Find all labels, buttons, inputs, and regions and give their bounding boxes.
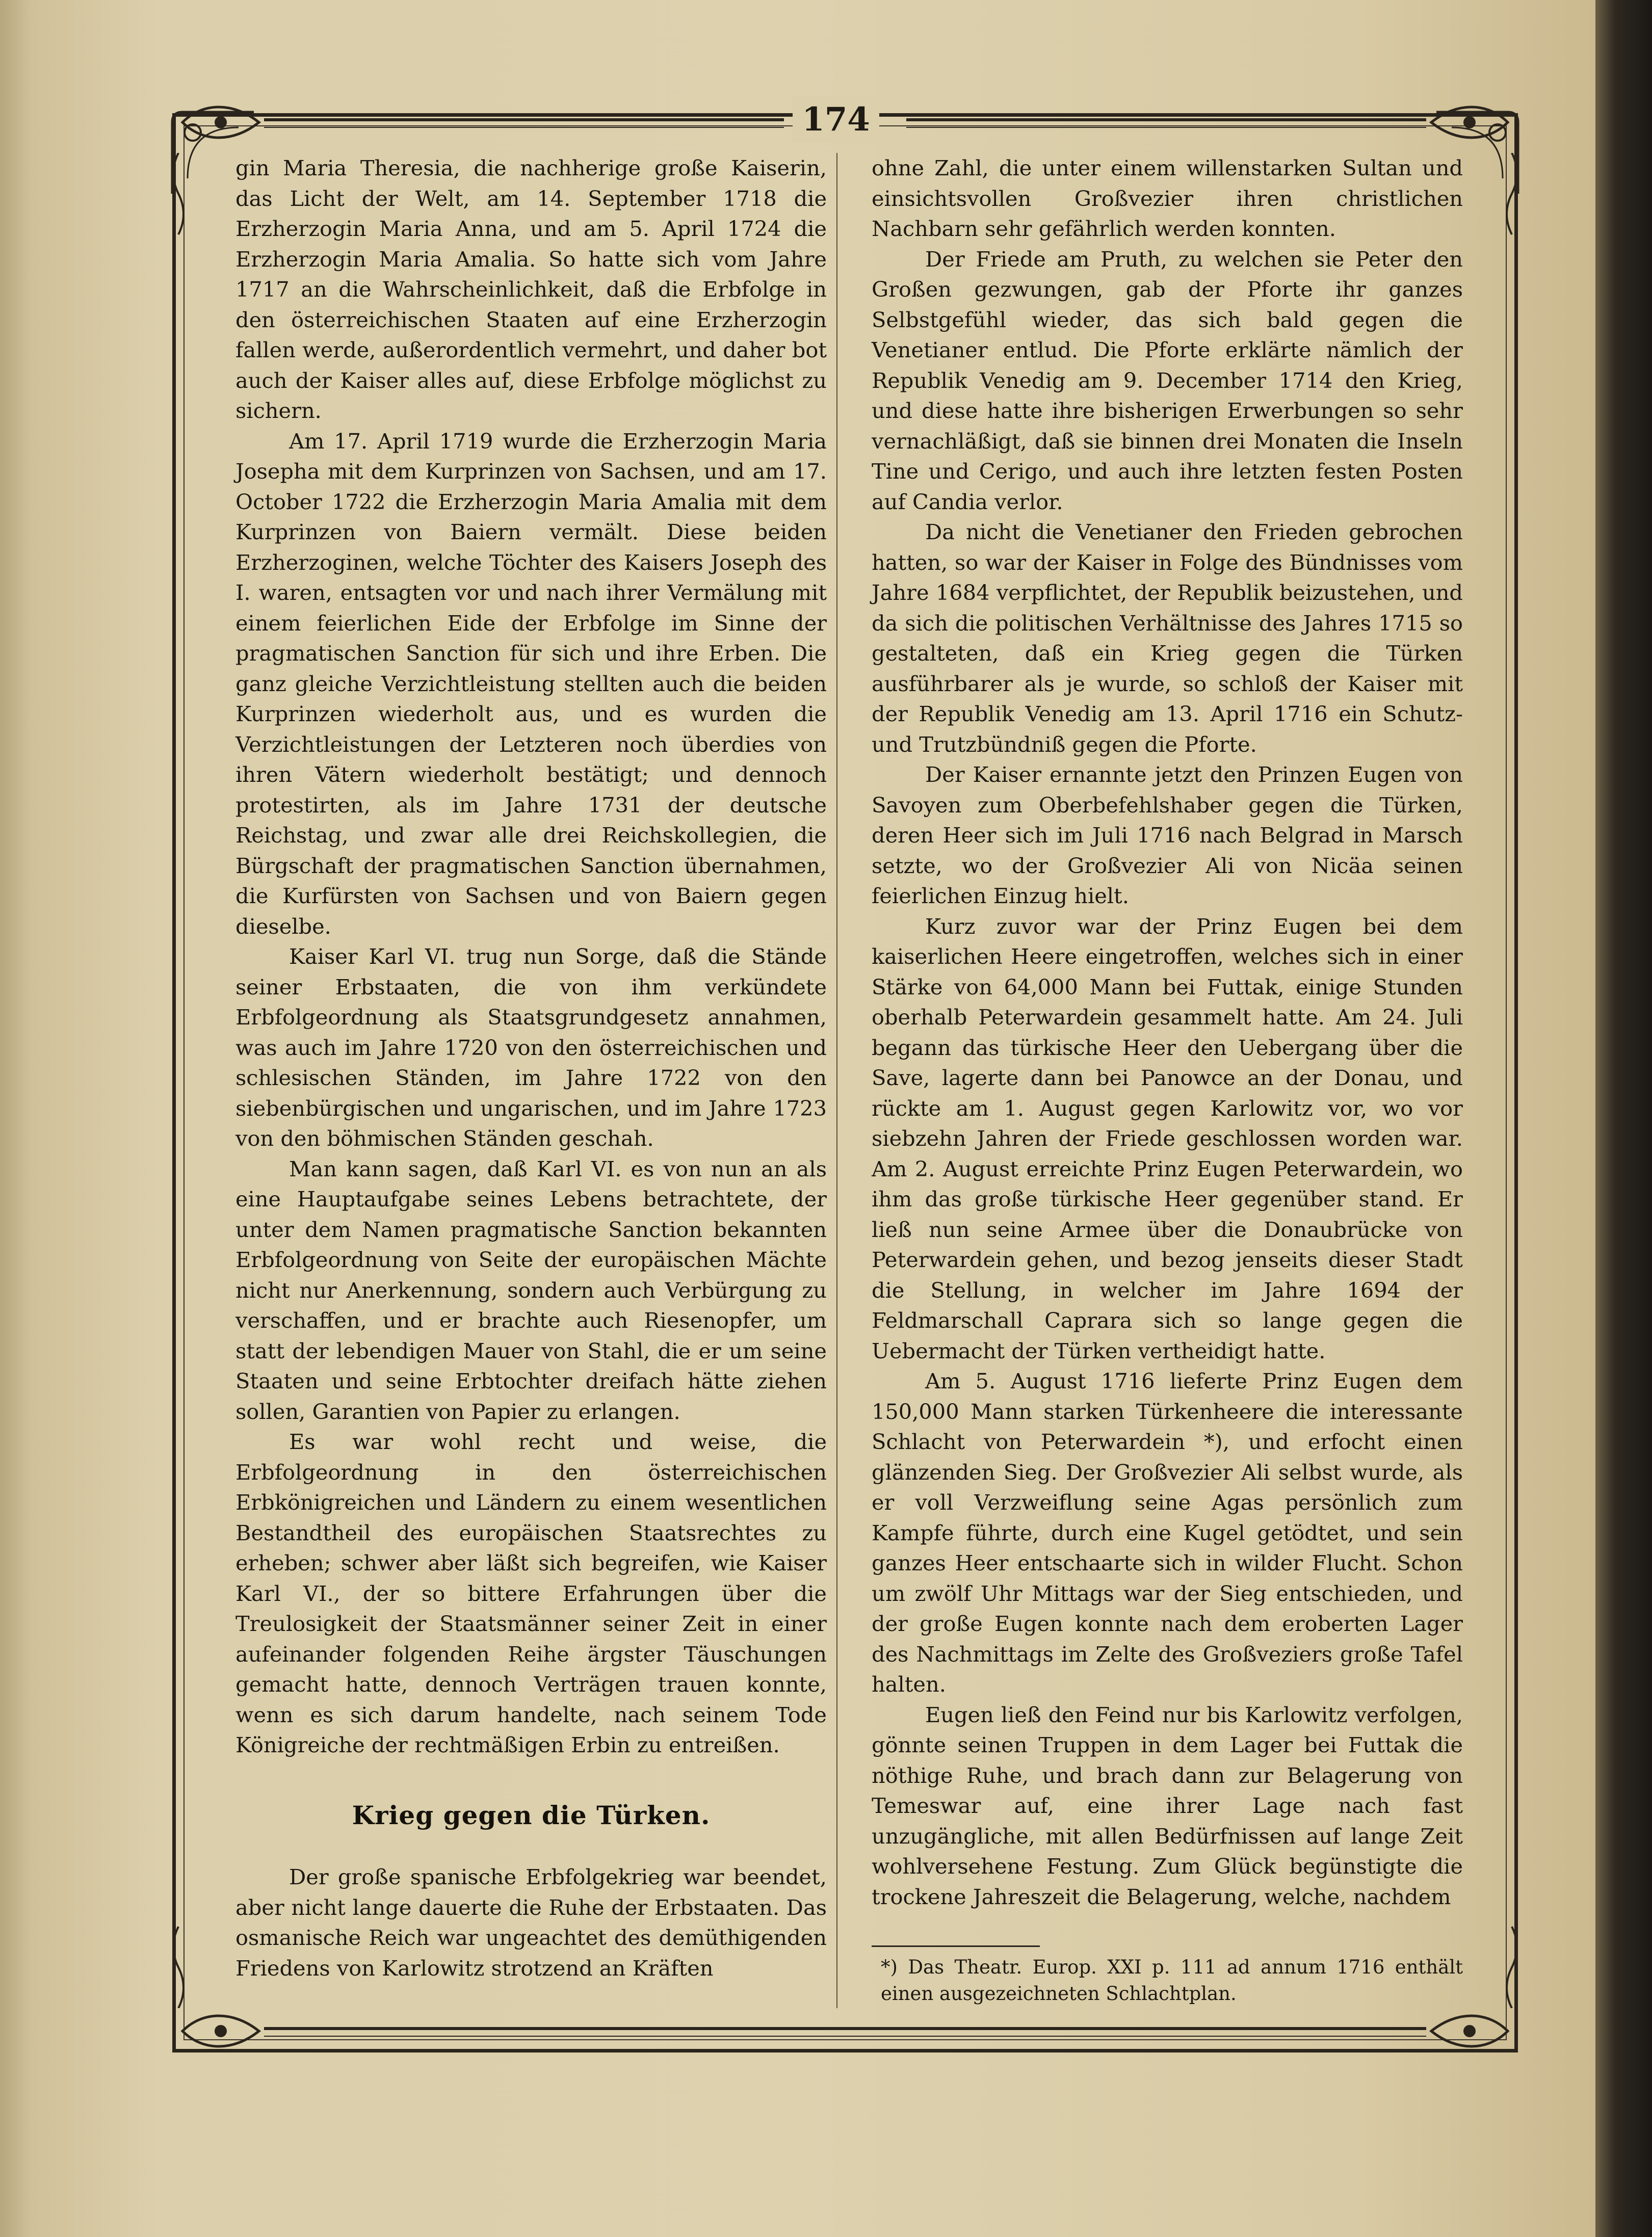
paragraph: gin Maria Theresia, die nachherige große Kaiserin, das Licht der Welt, am 14. September 1718 die Erzherzogin Maria Anna, und am 5. April 1724 die Erzherzogin Maria Amalia. So hatte sich vom Jahre 1717 an die Wahrscheinlichkeit, daß die Erbfolge in den österreichischen Staaten auf eine Erzherzogin fallen werde, außerordentlich vermehrt, und daher bot auch der Kaiser alles auf, diese Erbfolge möglichst zu sichern. [235,155,827,423]
paragraph: Eugen ließ den Feind nur bis Karlowitz verfolgen, gönnte seinen Truppen in dem Lager bei Futtak die nöthige Ruhe, und brach dann zur Belagerung von Temeswar auf, eine ihrer Lage nach fast unzugängliche, mit allen Bedürfnissen auf lange Zeit wohlversehene Festung. Zum Glück begünstigte die trockene Jahreszeit die Belagerung, welche, nachdem [872,1702,1463,1909]
column-divider [836,153,837,2008]
paragraph: Es war wohl recht und weise, die Erbfolgeordnung in den österreichischen Erbkönigreichen und Ländern zu einem wesentlichen Bestandtheil des europäischen Staatsrechtes zu erheben; schwer aber läßt sich begreifen, wie Kaiser Karl VI., der so bittere Erfahrungen über die Treulosigkeit der Staatsmänner seiner Zeit in einer aufeinander folgenden Reihe ärgster Täuschungen gemacht hatte, dennoch Verträgen trauen konnte, wenn es sich darum handelte, nach seinem Tode Königreiche der rechtmäßigen Erbin zu entreißen. [235,1429,827,1757]
paragraph: Der große spanische Erbfolgekrieg war beendet, aber nicht lange dauerte die Ruhe der Erbstaaten. Das osmanische Reich war ungeachtet des demüthigenden Friedens von Karlowitz strotzend an Kräften [235,1864,827,1981]
paragraph: ohne Zahl, die unter einem willenstarken Sultan und einsichtsvollen Großvezier ihren christlichen Nachbarn sehr gefährlich werden konnten. [872,155,1463,241]
left-side-ornament [168,153,189,2008]
right-column [872,153,1463,2007]
footnote-rule [872,1945,1040,1947]
paragraph: Da nicht die Venetianer den Frieden gebrochen hatten, so war der Kaiser in Folge des Bündnisses vom Jahre 1684 verpflichtet, der Republik beizustehen, und da sich die politischen Verhältnisse des Jahres 1715 so gestalteten, daß ein Krieg gegen die Türken ausführbarer als je wurde, so schloß der Kaiser mit der Republik Venedig am 13. April 1716 ein Schutz- und Trutzbündniß gegen die Pforte. [872,519,1463,757]
paragraph: Am 5. August 1716 lieferte Prinz Eugen dem 150,000 Mann starken Türkenheere die interessante Schlacht von Peterwardein *), und erfocht einen glänzenden Sieg. Der Großvezier Ali selbst wurde, als er voll Verzweiflung seine Agas persönlich zum Kampfe führte, durch eine Kugel getödtet, und sein ganzes Heer entschaarte sich in wilder Flucht. Schon um zwölf Uhr Mittags war der Sieg entschieden, und der große Eugen konnte nach dem eroberten Lager des Nachmittags im Zelte des Großveziers große Tafel halten. [872,1368,1463,1697]
section-heading: Krieg gegen die Türken. [352,1800,711,1830]
paragraph: Der Kaiser ernannte jetzt den Prinzen Eugen von Savoyen zum Oberbefehlshaber gegen die Türken, deren Heer sich im Juli 1716 nach Belgrad in Marsch setzte, wo der Großvezier Ali von Nicäa seinen feierlichen Einzug hielt. [872,762,1463,908]
footnote: *) Das Theatr. Europ. XXI p. 111 ad annum 1716 enthält einen ausgezeichneten Schlachtplan. [881,1956,1463,2005]
paragraph: Am 17. April 1719 wurde die Erzherzogin Maria Josepha mit dem Kurprinzen von Sachsen, und am 17. October 1722 die Erzherzogin Maria Amalia mit dem Kurprinzen von Baiern vermält. Diese beiden Erzherzoginen, welche Töchter des Kaisers Joseph des I. waren, entsagten vor und nach ihrer Vermälung mit einem feierlichen Eide der Erbfolge im Sinne der pragmatischen Sanction für sich und ihre Erben. Die ganz gleiche Verzichtleistung stellten auch die beiden Kurprinzen wiederholt aus, und es wurden die Verzichtleistungen der Letzteren noch überdies von ihren Vätern wiederholt bestätigt; und dennoch protestirten, als im Jahre 1731 der deutsche Reichstag, und zwar alle drei Reichskollegien, die Bürgschaft der pragmatischen Sanction übernahmen, die Kurfürsten von Sachsen und von Baiern gegen dieselbe. [235,428,827,939]
page-number: 174 [793,97,879,143]
paragraph: Der Friede am Pruth, zu welchen sie Peter den Großen gezwungen, gab der Pforte ihr ganzes Selbstgefühl wieder, das sich bald gegen die Venetianer entlud. Die Pforte erklärte nämlich der Republik Venedig am 9. December 1714 den Krieg, und diese hatte ihre bisherigen Erwerbungen so sehr vernachläßigt, daß sie binnen drei Monaten die Inseln Tine und Cerigo, und auch ihre letzten festen Posten auf Candia verlor. [872,246,1463,514]
book-gutter [1595,0,1652,2237]
right-side-ornament [1502,153,1522,2008]
paragraph: Kaiser Karl VI. trug nun Sorge, daß die Stände seiner Erbstaaten, die von ihm verkündete Erbfolgeordnung als Staatsgrundgesetz annahmen, was auch im Jahre 1720 von den österreichischen und schlesischen Ständen, im Jahre 1722 von den siebenbürgischen und ungarischen, und im Jahre 1723 von den böhmischen Ständen geschah. [235,944,827,1151]
paragraph: Kurz zuvor war der Prinz Eugen bei dem kaiserlichen Heere eingetroffen, welches sich in einer Stärke von 64,000 Mann bei Futtak, einige Stunden oberhalb Peterwardein gesammelt hatte. Am 24. Juli begann das türkische Heer den Uebergang über die Save, lagerte dann bei Panowce an der Donau, und rückte am 1. August gegen Karlowitz vor, wo vor siebzehn Jahren der Friede geschlossen worden war. Am 2. August erreichte Prinz Eugen Peterwardein, wo ihm das große türkische Heer gegenüber stand. Er ließ nun seine Armee über die Donaubrücke von Peterwardein gehen, und bezog jenseits dieser Stadt die Stellung, in welcher im Jahre 1694 der Feldmarschall Caprara sich so lange gegen die Uebermacht der Türken vertheidigt hatte. [872,913,1463,1363]
left-column [235,153,827,1983]
page-edge-shadow [0,0,31,2237]
footer-ornament [172,2003,1518,2059]
paragraph: Man kann sagen, daß Karl VI. es von nun an als eine Hauptaufgabe seines Lebens betrachtete, der unter dem Namen pragmatische Sanction bekannten Erbfolgeordnung von Seite der europäischen Mächte nicht nur Anerkennung, sondern auch Verbürgung zu verschaffen, und er brachte auch Riesenopfer, um statt der lebendigen Mauer von Stahl, die er um seine Staaten und seine Erbtochter dreifach hätte ziehen sollen, Garantien von Papier zu erlangen. [235,1156,827,1424]
